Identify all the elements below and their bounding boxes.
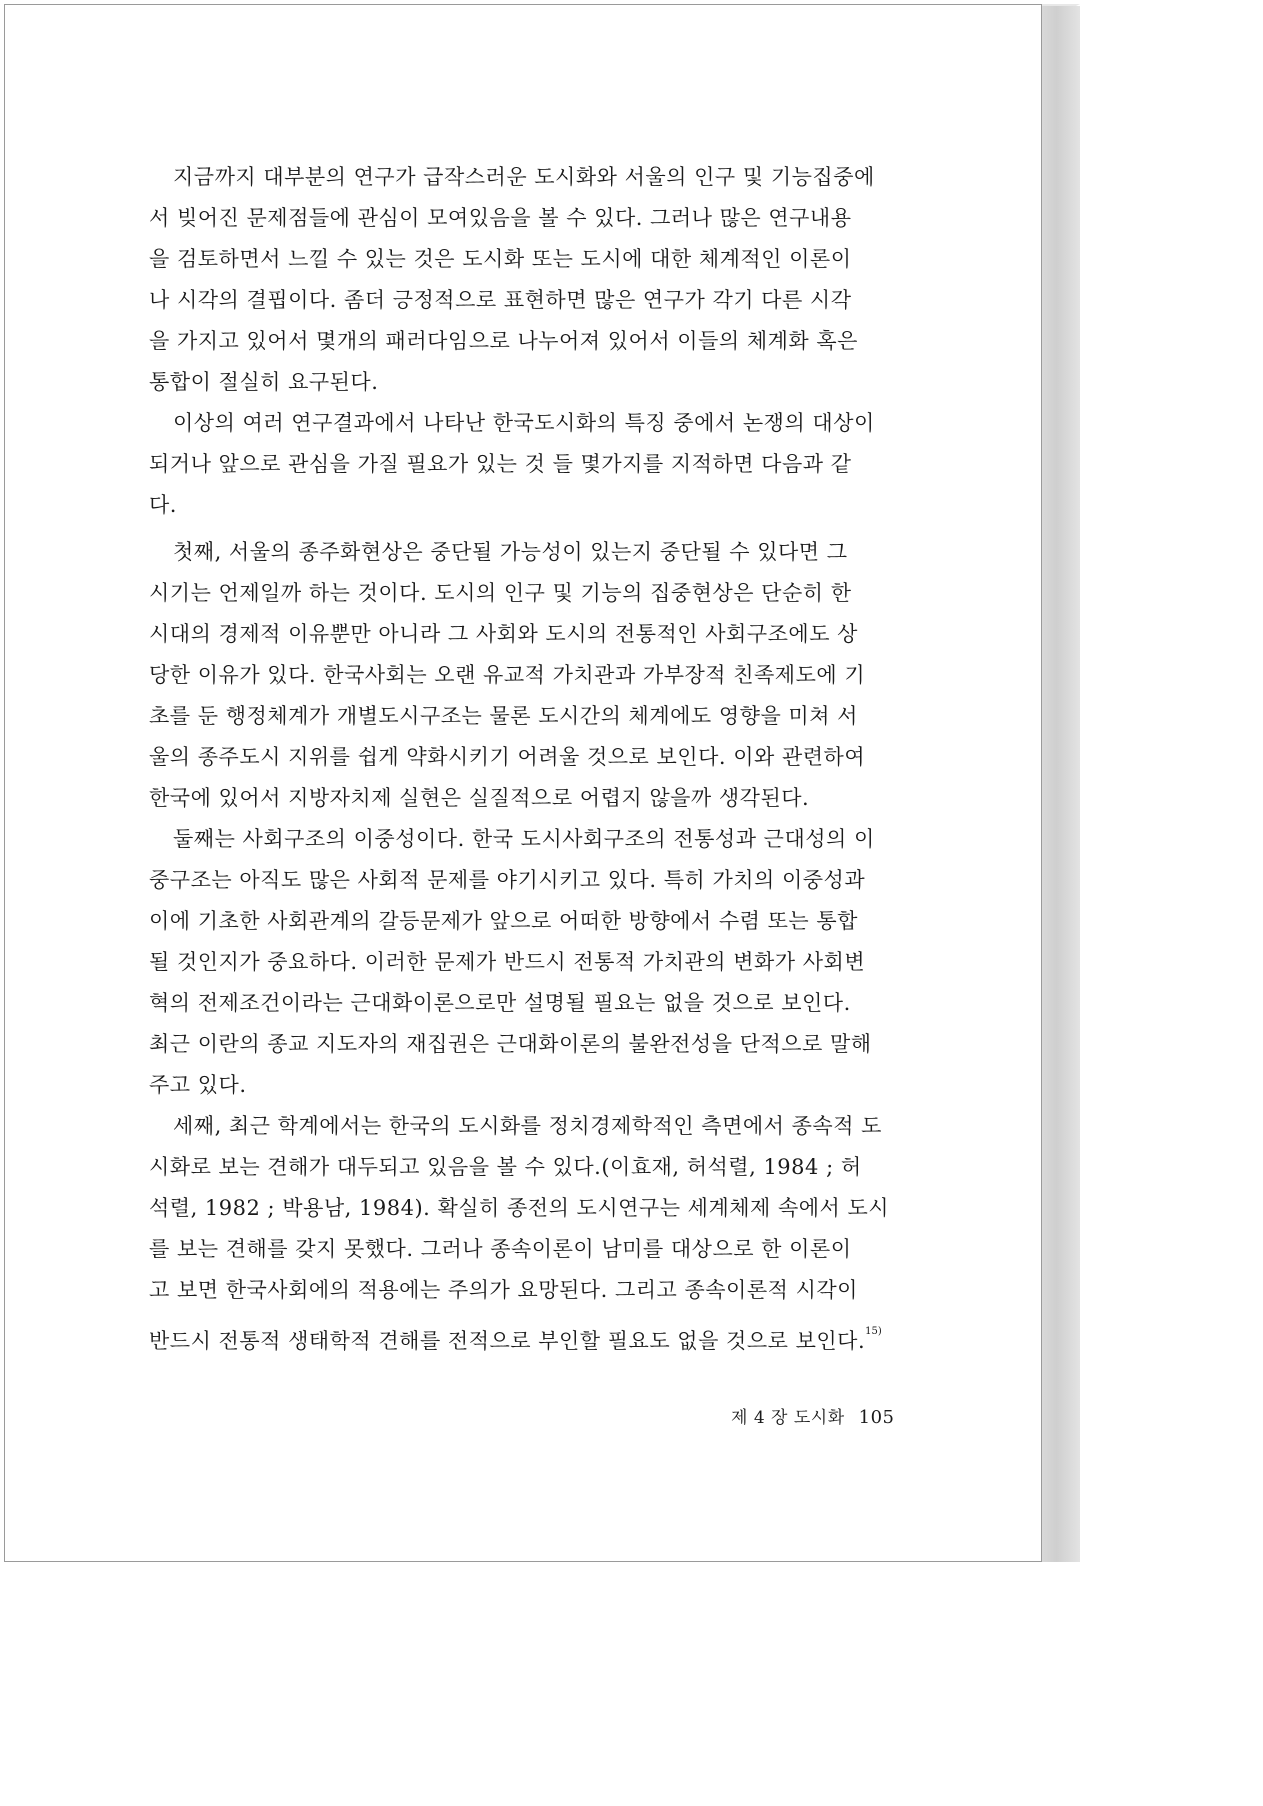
paragraph-3-line-2: 시기는 언제일까 하는 것이다. 도시의 인구 및 기능의 집중현상은 단순히 한 bbox=[149, 581, 852, 605]
paragraph-3-line-6: 울의 종주도시 지위를 쉽게 약화시키기 어려울 것으로 보인다. 이와 관련하여 bbox=[149, 745, 866, 769]
paragraph-2-line-2: 되거나 앞으로 관심을 가질 필요가 있는 것 들 몇가지를 지적하면 다음과 같 bbox=[149, 452, 852, 476]
paragraph-3-line-5: 초를 둔 행정체계가 개별도시구조는 물론 도시간의 체계에도 영향을 미쳐 서 bbox=[149, 704, 858, 728]
paragraph-4-line-3: 이에 기초한 사회관계의 갈등문제가 앞으로 어떠한 방향에서 수렴 또는 통합 bbox=[149, 909, 858, 933]
document-page bbox=[4, 4, 1042, 1562]
paragraph-3-line-3: 시대의 경제적 이유뿐만 아니라 그 사회와 도시의 전통적인 사회구조에도 상 bbox=[149, 622, 858, 646]
paragraph-5-line-3: 석렬, 1982 ; 박용남, 1984). 확실히 종전의 도시연구는 세계체제 속에서 도시 bbox=[149, 1196, 890, 1220]
paragraph-1-line-1: 지금까지 대부분의 연구가 급작스러운 도시화와 서울의 인구 및 기능집중에 bbox=[173, 165, 875, 189]
paragraph-3-line-4: 당한 이유가 있다. 한국사회는 오랜 유교적 가치관과 가부장적 친족제도에 기 bbox=[149, 663, 866, 687]
chapter-title: 제 4 장 도시화 bbox=[731, 1408, 845, 1428]
paragraph-5-line-6-text: 반드시 전통적 생태학적 견해를 전적으로 부인할 필요도 없을 것으로 보인다. bbox=[149, 1329, 866, 1353]
paragraph-1-line-5: 을 가지고 있어서 몇개의 패러다임으로 나누어져 있어서 이들의 체계화 혹은 bbox=[149, 329, 858, 353]
paragraph-4-line-7: 주고 있다. bbox=[149, 1073, 247, 1097]
paragraph-4-line-6: 최근 이란의 종교 지도자의 재집권은 근대화이론의 불완전성을 단적으로 말해 bbox=[149, 1032, 872, 1056]
page-number: 105 bbox=[858, 1407, 895, 1428]
paragraph-5-line-6 bbox=[149, 1311, 905, 1352]
paragraph-4-line-2: 중구조는 아직도 많은 사회적 문제를 야기시키고 있다. 특히 가치의 이중성과 bbox=[149, 868, 866, 892]
paragraph-1-line-3: 을 검토하면서 느낄 수 있는 것은 도시화 또는 도시에 대한 체계적인 이론이 bbox=[149, 247, 852, 271]
body-text bbox=[149, 157, 905, 1352]
paragraph-5-line-5: 고 보면 한국사회에의 적용에는 주의가 요망된다. 그리고 종속이론적 시각이 bbox=[149, 1278, 858, 1302]
page-edge-shadow bbox=[1040, 6, 1080, 1562]
paragraph-4-line-1: 둘째는 사회구조의 이중성이다. 한국 도시사회구조의 전통성과 근대성의 이 bbox=[173, 827, 875, 851]
paragraph-5-line-2: 시화로 보는 견해가 대두되고 있음을 볼 수 있다.(이효재, 허석렬, 1984 ; 허 bbox=[149, 1155, 862, 1179]
paragraph-3-line-1: 첫째, 서울의 종주화현상은 중단될 가능성이 있는지 중단될 수 있다면 그 bbox=[173, 540, 848, 564]
paragraph-5-line-1: 세째, 최근 학계에서는 한국의 도시화를 정치경제학적인 측면에서 종속적 도 bbox=[173, 1114, 882, 1138]
paragraph-1-line-2: 서 빚어진 문제점들에 관심이 모여있음을 볼 수 있다. 그러나 많은 연구내용 bbox=[149, 206, 852, 230]
paragraph-3-line-7: 한국에 있어서 지방자치제 실현은 실질적으로 어렵지 않을까 생각된다. bbox=[149, 786, 810, 810]
page-footer bbox=[731, 1403, 895, 1428]
paragraph-5-line-4: 를 보는 견해를 갖지 못했다. 그러나 종속이론이 남미를 대상으로 한 이론이 bbox=[149, 1237, 852, 1261]
paragraph-4-line-4: 될 것인지가 중요하다. 이러한 문제가 반드시 전통적 가치관의 변화가 사회변 bbox=[149, 950, 866, 974]
paragraph-2-line-1: 이상의 여러 연구결과에서 나타난 한국도시화의 특징 중에서 논쟁의 대상이 bbox=[173, 411, 875, 435]
paragraph-1-line-6: 통합이 절실히 요구된다. bbox=[149, 370, 379, 394]
footnote-marker: 15) bbox=[865, 1326, 882, 1337]
paragraph-2-line-3: 다. bbox=[149, 493, 177, 517]
paragraph-4-line-5: 혁의 전제조건이라는 근대화이론으로만 설명될 필요는 없을 것으로 보인다. bbox=[149, 991, 851, 1015]
paragraph-1-line-4: 나 시각의 결핍이다. 좀더 긍정적으로 표현하면 많은 연구가 각기 다른 시각 bbox=[149, 288, 852, 312]
